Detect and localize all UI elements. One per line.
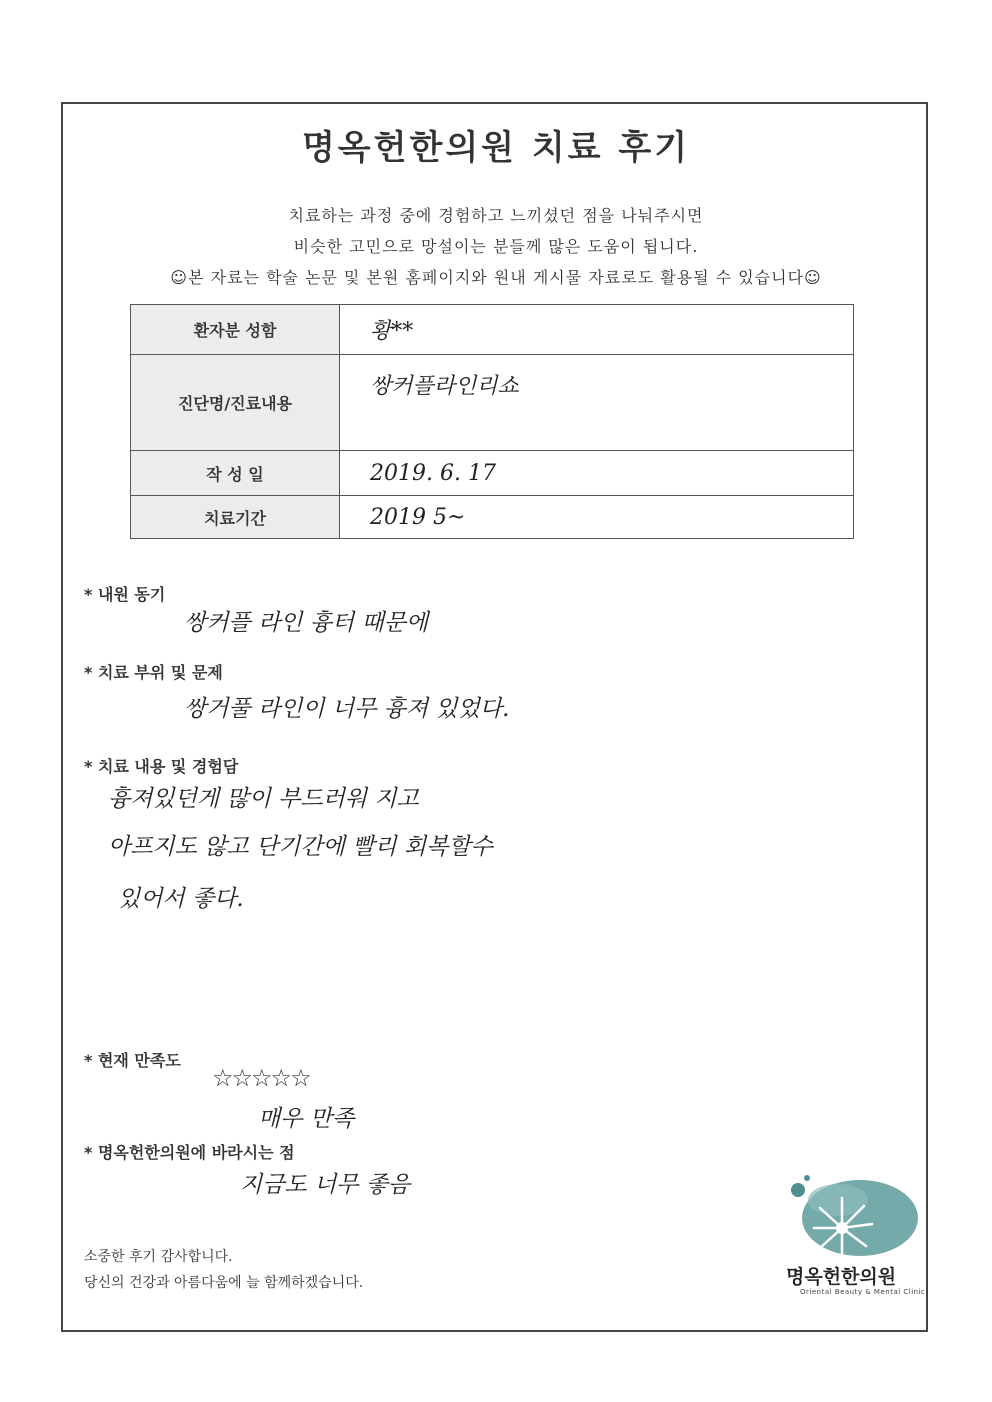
wish-answer: 지금도 너무 좋음 — [240, 1172, 411, 1198]
intro-line-1: 치료하는 과정 중에 경험하고 느끼셨던 점을 나눠주시면 — [288, 206, 704, 225]
diagnosis-label: 진단명/진료내용 — [131, 355, 340, 451]
clinic-logo-name: 명옥헌한의원 — [786, 1266, 897, 1288]
satisfaction-stars: ☆☆☆☆☆ — [212, 1064, 310, 1092]
experience-line-2: 아프지도 않고 단기간에 빨리 회복할수 — [108, 834, 493, 860]
intro-line-2: 비슷한 고민으로 망설이는 분들께 많은 도움이 됩니다. — [293, 237, 699, 256]
footer-line-1: 소중한 후기 감사합니다. — [84, 1249, 233, 1265]
motive-answer: 쌍커플 라인 흉터 때문에 — [184, 610, 429, 636]
clinic-logo-tagline: Oriental Beauty & Mental Clinic — [800, 1288, 926, 1296]
experience-line-1: 흉져있던게 많이 부드러워 지고 — [108, 786, 419, 812]
motive-label: * 내원 동기 — [84, 585, 166, 604]
satisfaction-label: * 현재 만족도 — [84, 1051, 181, 1070]
experience-label: * 치료 내용 및 경험담 — [84, 757, 239, 776]
name-label: 환자분 성함 — [131, 305, 340, 355]
satisfaction-answer: 매우 만족 — [258, 1106, 355, 1132]
intro-line-3: ☺본 자료는 학술 논문 및 본원 홈페이지와 원내 게시물 자료로도 활용될 수 있습니다☺ — [170, 268, 822, 287]
diagnosis-value: 쌍커플라인리쇼 — [340, 355, 854, 451]
period-value: 2019 5~ — [340, 496, 854, 539]
wish-label: * 명옥헌한의원에 바라시는 점 — [84, 1143, 295, 1162]
period-label: 치료기간 — [131, 496, 340, 539]
problem-answer: 쌍거풀 라인이 너무 흉져 있었다. — [184, 696, 510, 722]
experience-line-3: 있어서 좋다. — [118, 886, 244, 912]
date-label: 작 성 일 — [131, 451, 340, 496]
page-title: 명옥헌한의원 치료 후기 — [301, 128, 691, 168]
problem-label: * 치료 부위 및 문제 — [84, 663, 223, 682]
date-value: 2019. 6. 17 — [340, 451, 854, 496]
footer-line-2: 당신의 건강과 아름다움에 늘 함께하겠습니다. — [84, 1275, 364, 1291]
patient-info-table — [130, 304, 854, 539]
name-value: 황** — [340, 305, 854, 355]
